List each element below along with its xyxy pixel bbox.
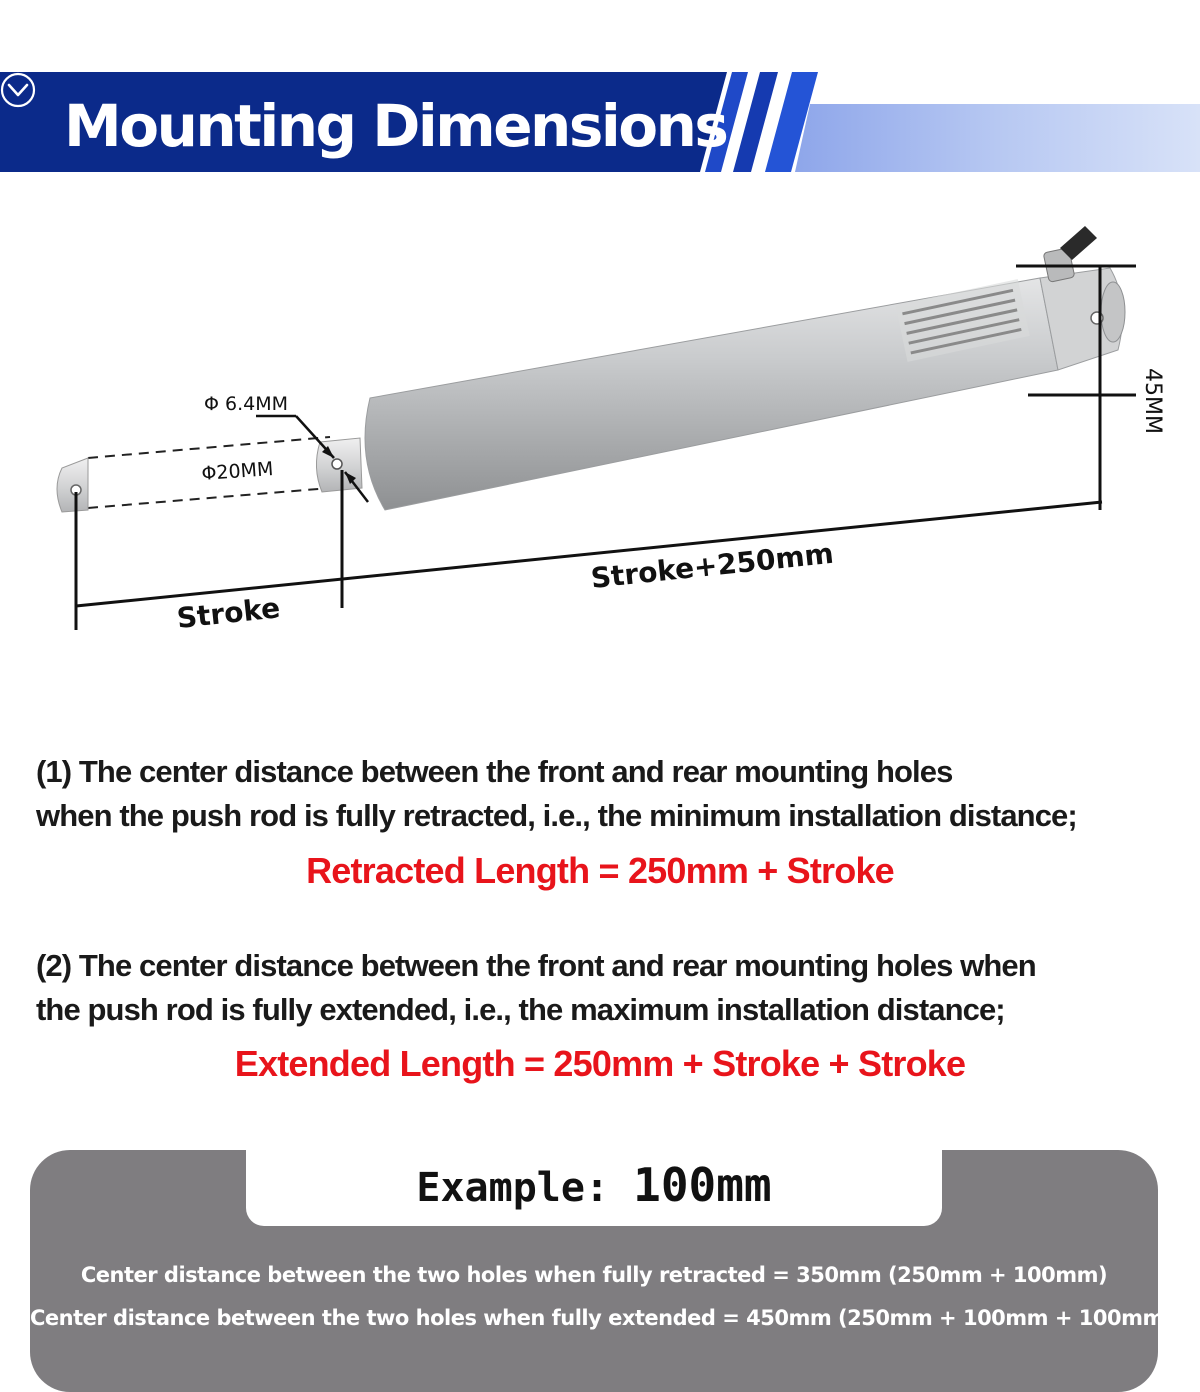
extended-description-line-2: the push rod is fully extended, i.e., the maximum installation distance; — [36, 992, 1005, 1027]
retracted-length-formula: Retracted Length = 250mm + Stroke — [306, 850, 894, 891]
example-retracted-line: Center distance between the two holes when fully retracted = 350mm (250mm + 100mm) — [80, 1263, 1108, 1287]
rod-diameter-label: Φ20MM — [200, 458, 275, 485]
extended-description-line-1: (2) The center distance between the front and rear mounting holes when — [36, 948, 1036, 983]
hole-diameter-label: Φ 6.4MM — [204, 393, 288, 415]
retracted-description-line-1: (1) The center distance between the front and rear mounting holes — [36, 754, 953, 789]
example-extended-line: Center distance between the two holes when fully extended = 450mm (250mm + 100mm + 100mm) — [30, 1306, 1173, 1330]
example-title-prefix: Example: — [416, 1165, 610, 1211]
example-title — [246, 1158, 942, 1212]
chevron-down-circle-icon — [0, 72, 36, 108]
stroke-plus-label: Stroke+250mm — [589, 536, 836, 595]
height-label: 45MM — [1140, 368, 1165, 434]
stroke-label: Stroke — [175, 591, 282, 635]
header-banner — [0, 72, 1200, 172]
example-title-value: 100mm — [633, 1158, 772, 1212]
retracted-description-line-2: when the push rod is fully retracted, i.e., the minimum installation distance; — [36, 798, 1077, 833]
stroke-dimension — [76, 470, 1102, 635]
extended-length-formula: Extended Length = 250mm + Stroke + Stroke — [234, 1043, 966, 1084]
actuator-diagram — [0, 220, 1200, 650]
page-title: Mounting Dimensions — [64, 92, 727, 160]
